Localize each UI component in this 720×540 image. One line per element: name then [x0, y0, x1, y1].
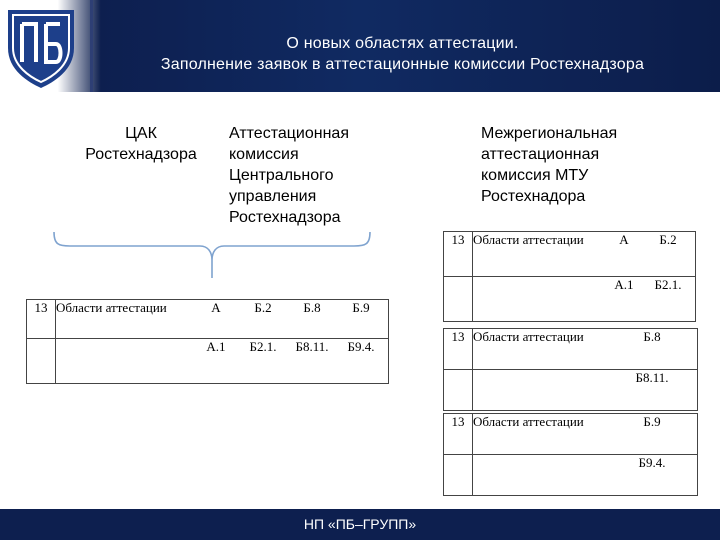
- table-right-3: [443, 413, 698, 496]
- empty-cell: [473, 455, 608, 496]
- row-number: 13: [27, 300, 56, 339]
- area-value-b21: Б2.1.: [641, 277, 696, 322]
- footer-bar: [0, 509, 720, 540]
- slide-title-line1: О новых областях аттестации.: [286, 35, 519, 52]
- pb-shield-logo-icon: [2, 4, 80, 90]
- table-row: [444, 329, 698, 370]
- area-value-b94: Б9.4.: [607, 455, 698, 496]
- header-banner: [0, 0, 720, 92]
- area-header-a: А: [196, 300, 236, 339]
- attestation-areas-label: Области аттестации: [473, 329, 608, 370]
- column-heading-central-text: Аттестационная комиссия Центрального управления Ростехнадзора: [229, 125, 349, 226]
- row-number: 13: [444, 414, 473, 455]
- area-value-b94: Б9.4.: [334, 339, 389, 384]
- empty-cell: [444, 455, 473, 496]
- area-header-b8: Б.8: [290, 300, 334, 339]
- area-header-b2: Б.2: [641, 232, 696, 277]
- footer-organization: НП «ПБ–ГРУПП»: [303, 516, 417, 532]
- table-right-2: [443, 328, 698, 411]
- table-right-1: [443, 231, 696, 322]
- table-row: [444, 232, 696, 277]
- area-header-b9: Б.9: [334, 300, 389, 339]
- header-accent-line: [90, 0, 93, 92]
- table-left: [26, 299, 389, 384]
- column-heading-cak-text: ЦАК Ростехнадзора: [85, 125, 197, 163]
- empty-cell: [444, 370, 473, 411]
- area-header-b2: Б.2: [236, 300, 290, 339]
- row-number: 13: [444, 232, 473, 277]
- area-value-b811: Б8.11.: [607, 370, 698, 411]
- area-value-b811: Б8.11.: [290, 339, 334, 384]
- attestation-areas-label: Области аттестации: [473, 414, 608, 455]
- table-row: [27, 339, 389, 384]
- area-value-a1: А.1: [196, 339, 236, 384]
- area-value-a1: А.1: [607, 277, 641, 322]
- table-row: [444, 414, 698, 455]
- row-number: 13: [444, 329, 473, 370]
- empty-cell: [27, 339, 56, 384]
- empty-cell: [473, 277, 608, 322]
- attestation-areas-label: Области аттестации: [473, 232, 608, 277]
- column-heading-mtu-text: Межрегиональная аттестационная комиссия МТУ Ростехнадора: [481, 125, 618, 205]
- empty-cell: [444, 277, 473, 322]
- area-value-b21: Б2.1.: [236, 339, 290, 384]
- table-row: [444, 277, 696, 322]
- area-header-a: А: [607, 232, 641, 277]
- column-heading-mtu: [481, 123, 691, 207]
- column-heading-central: [229, 123, 409, 228]
- grouping-brace: [50, 230, 380, 280]
- attestation-areas-label: Области аттестации: [56, 300, 197, 339]
- empty-cell: [473, 370, 608, 411]
- slide-title-line2: Заполнение заявок в аттестационные комиссии Ростехнадзора: [160, 56, 645, 73]
- area-header-b8: Б.8: [607, 329, 698, 370]
- table-row: [444, 370, 698, 411]
- column-heading-cak: [66, 123, 216, 165]
- empty-cell: [56, 339, 197, 384]
- area-header-b9: Б.9: [607, 414, 698, 455]
- table-row: [444, 455, 698, 496]
- table-row: [27, 300, 389, 339]
